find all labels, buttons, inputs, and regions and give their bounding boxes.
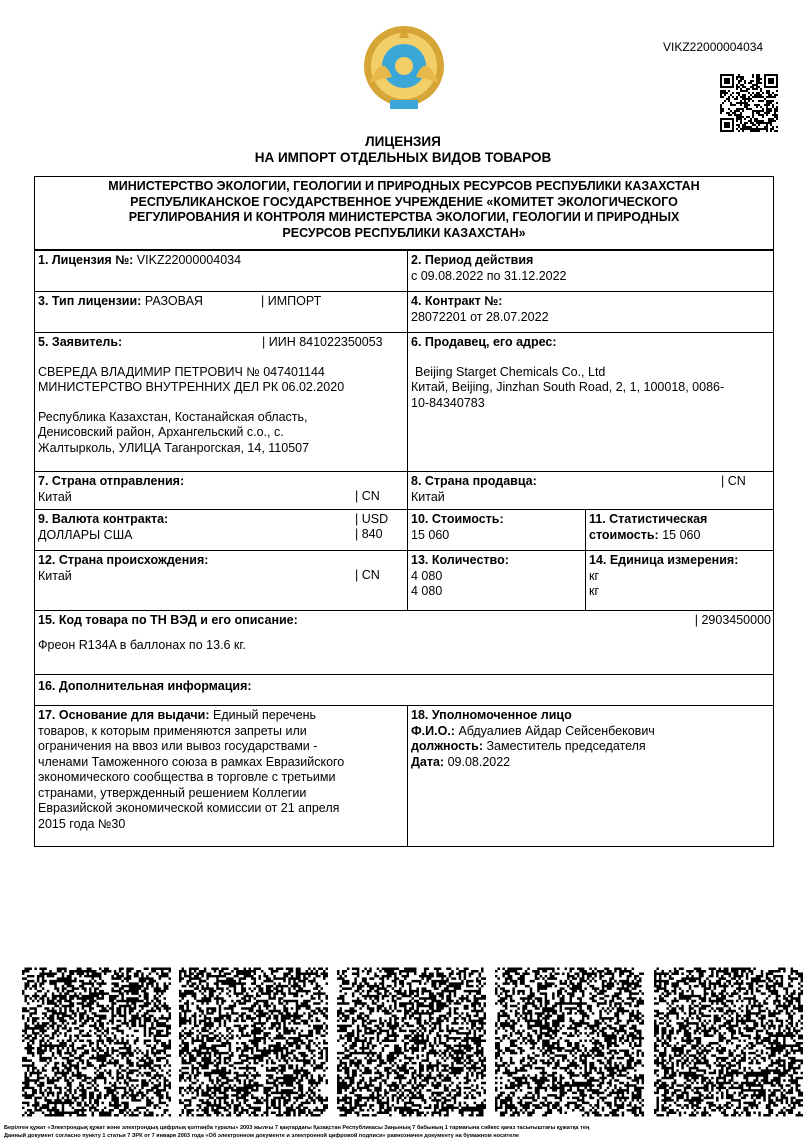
qr-code-icon <box>495 967 644 1117</box>
field-quantity <box>407 550 586 611</box>
date-value: 09.08.2022 <box>447 754 511 769</box>
qr-code-icon <box>22 967 171 1117</box>
field-dispatch-country <box>34 471 408 510</box>
fio-label: Ф.И.О.: <box>411 723 455 738</box>
qr-code-icon <box>654 967 803 1117</box>
qr-code-icon <box>720 74 778 132</box>
issuer-line: РЕСПУБЛИКАНСКОЕ ГОСУДАРСТВЕННОЕ УЧРЕЖДЕНИЕ «КОМИТЕТ ЭКОЛОГИЧЕСКОГО <box>130 194 678 209</box>
license-form <box>34 176 774 847</box>
field-goods-code <box>34 610 774 675</box>
field-value: Китай <box>38 568 72 583</box>
applicant-name: СВЕРЕДА ВЛАДИМИР ПЕТРОВИЧ № 047401144 <box>38 364 325 379</box>
basis-text: экономического сообщества в торговле с третьими <box>38 770 336 784</box>
goods-code: | 2903450000 <box>694 613 771 627</box>
document-number: VIKZ22000004034 <box>663 40 764 54</box>
field-label: 12. Страна происхождения: <box>38 553 209 567</box>
currency-numeric-code: | 840 <box>355 527 383 541</box>
field-label: 1. Лицензия №: <box>38 253 134 267</box>
field-label: 10. Стоимость: <box>411 512 504 526</box>
field-value: 15 060 <box>662 527 701 542</box>
date-label: Дата: <box>411 754 445 769</box>
field-label: 5. Заявитель: <box>38 335 123 349</box>
doc-subtitle: НА ИМПОРТ ОТДЕЛЬНЫХ ВИДОВ ТОВАРОВ <box>254 150 552 165</box>
field-label: 4. Контракт №: <box>411 294 503 308</box>
field-label: 6. Продавец, его адрес: <box>411 335 557 349</box>
field-value: VIKZ22000004034 <box>136 253 242 267</box>
field-additional-info <box>34 674 774 706</box>
field-license-type <box>34 291 408 333</box>
fio-value: Абдуалиев Айдар Сейсенбекович <box>458 723 655 738</box>
field-validity-period <box>407 250 774 292</box>
field-label: 15. Код товара по ТН ВЭД и его описание: <box>38 613 298 627</box>
applicant-document: МИНИСТЕРСТВО ВНУТРЕННИХ ДЕЛ РК 06.02.2020 <box>38 380 345 394</box>
basis-text: ограничения на ввоз или вывоз государствами - <box>38 739 318 753</box>
field-value: 28072201 от 28.07.2022 <box>411 309 549 324</box>
field-label: 3. Тип лицензии: <box>38 294 142 308</box>
position-label: должность: <box>411 739 484 753</box>
field-value: Китай <box>38 489 72 504</box>
field-license-number <box>34 250 408 292</box>
field-value: 4 080 <box>411 584 443 598</box>
field-seller-country <box>407 471 774 510</box>
country-code: | CN <box>355 489 380 503</box>
legal-footer <box>4 1124 804 1140</box>
position-value: Заместитель председателя <box>486 739 646 753</box>
field-origin-country <box>34 550 408 611</box>
field-value: ДОЛЛАРЫ США <box>38 527 133 542</box>
field-seller <box>407 332 774 472</box>
field-basis <box>34 705 408 847</box>
footer-line-kz: Берілген құжат «Электрондық құжат және электрондық цифрлық қолтаңба туралы» 2003 жылғы 7 қаңтардағы Қазақстан Республикасы Заңының 7 бабының 1 тармағына сәйкес қағаз тасығыштағы құжатқа тең <box>4 1125 590 1131</box>
qr-code-icon <box>337 967 486 1117</box>
field-value: 4 080 <box>411 568 443 583</box>
field-label: 7. Страна отправления: <box>38 474 185 488</box>
field-label: стоимость: <box>589 527 659 542</box>
applicant-address: Республика Казахстан, Костанайская область, <box>38 409 308 424</box>
issuer-line: МИНИСТЕРСТВО ЭКОЛОГИИ, ГЕОЛОГИИ И ПРИРОДНЫХ РЕСУРСОВ РЕСПУБЛИКИ КАЗАХСТАН <box>108 179 700 193</box>
issuer-block <box>34 176 774 250</box>
state-emblem-icon <box>362 22 446 112</box>
field-value: с 09.08.2022 по 31.12.2022 <box>411 268 567 283</box>
issuer-line: РЕГУЛИРОВАНИЯ И КОНТРОЛЯ МИНИСТЕРСТВА ЭКОЛОГИИ, ГЕОЛОГИИ И ПРИРОДНЫХ <box>128 210 680 224</box>
goods-description: Фреон R134A в баллонах по 13.6 кг. <box>38 637 246 652</box>
field-value: кг <box>589 584 600 598</box>
currency-code: | USD <box>355 512 389 526</box>
qr-code-icon <box>179 967 328 1117</box>
field-label: 2. Период действия <box>411 253 534 267</box>
field-label: 16. Дополнительная информация: <box>38 679 252 693</box>
seller-address: 10-84340783 <box>411 395 485 410</box>
footer-line-ru: Данный документ согласно пункту 1 статьи 7 ЗРК от 7 января 2003 года «Об электронном документе и электронной цифровой подписи» равнозначен документу на бумажном носителе <box>4 1133 519 1139</box>
field-value: РАЗОВАЯ <box>144 294 203 308</box>
field-label: 14. Единица измерения: <box>589 553 739 567</box>
basis-text: товаров, к которым применяются запреты или <box>38 723 307 738</box>
seller-name: Beijing Starget Chemicals Co., Ltd <box>415 364 606 379</box>
field-contract <box>407 291 774 333</box>
issuer-line: РЕСУРСОВ РЕСПУБЛИКИ КАЗАХСТАН» <box>282 225 526 240</box>
field-cost <box>407 509 586 551</box>
field-label: 18. Уполномоченное лицо <box>411 708 572 722</box>
field-label: 17. Основание для выдачи: <box>38 708 210 722</box>
doc-title: ЛИЦЕНЗИЯ <box>365 134 441 149</box>
basis-text: Евразийской экономической комиссии от 21 апреля <box>38 801 340 815</box>
country-code: | CN <box>355 568 380 582</box>
field-label: 11. Статистическая <box>589 512 708 526</box>
field-currency <box>34 509 408 551</box>
field-label: 9. Валюта контракта: <box>38 512 169 526</box>
basis-text: членами Таможенного союза в рамках Евразийского <box>38 754 345 769</box>
field-value-secondary: | ИМПОРТ <box>261 294 322 308</box>
field-statistical-cost <box>585 509 774 551</box>
field-authorized-person <box>407 705 774 847</box>
field-unit <box>585 550 774 611</box>
field-label: 13. Количество: <box>411 553 509 567</box>
basis-text: Единый перечень <box>213 708 317 722</box>
basis-text: странами, утвержденный решением Коллегии <box>38 785 307 800</box>
field-value: Китай <box>411 489 445 504</box>
applicant-address: Денисовский район, Архангельский с.о., с. <box>38 425 284 439</box>
signature-qr-codes <box>22 967 804 1119</box>
field-value: кг <box>589 568 600 583</box>
field-applicant <box>34 332 408 472</box>
field-label: 8. Страна продавца: <box>411 474 537 488</box>
applicant-iin: | ИИН 841022350053 <box>262 335 383 349</box>
basis-text: 2015 года №30 <box>38 816 126 831</box>
seller-address: Китай, Beijing, Jinzhan South Road, 2, 1, 100018, 0086- <box>411 380 725 394</box>
applicant-address: Жалтырколь, УЛИЦА Таганрогская, 14, 110507 <box>38 440 310 455</box>
country-code: | CN <box>721 474 746 488</box>
field-value: 15 060 <box>411 527 450 542</box>
